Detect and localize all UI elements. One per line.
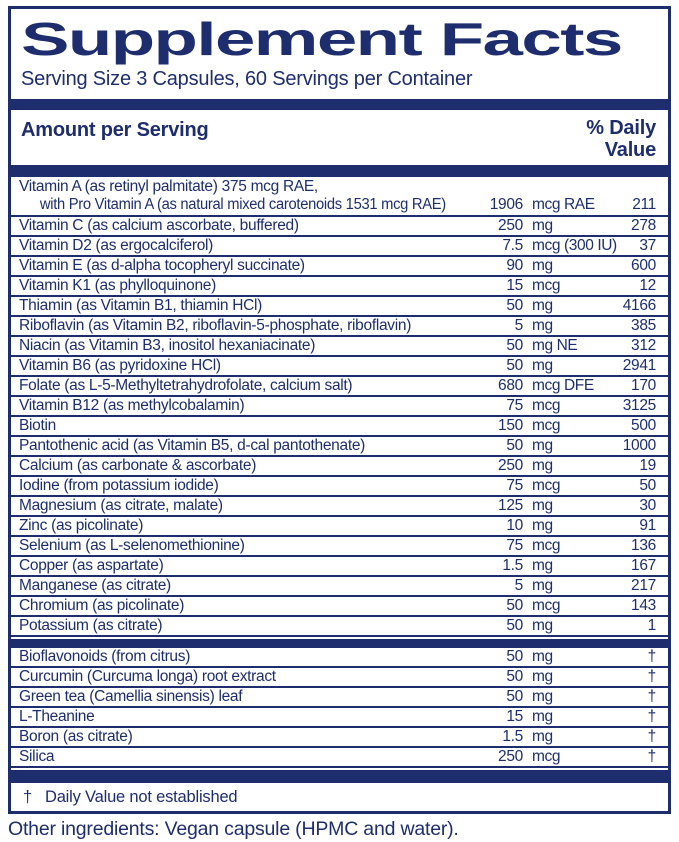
row-label: Green tea (Camellia sinensis) leaf [19,688,243,705]
row-amount: 1906 [489,196,523,213]
table-row [11,686,668,706]
row-daily-value: 37 [639,237,656,254]
dagger-symbol: † [23,788,32,806]
row-label: Niacin (as Vitamin B3, inositol hexaniacinate) [19,337,316,354]
row-unit: mg [532,517,553,534]
row-daily-value: 50 [639,477,656,494]
table-row [11,415,668,435]
row-amount: 75 [506,537,523,554]
row-label: Biotin [19,417,56,434]
footnote [11,783,668,813]
row-amount: 50 [506,688,523,705]
nutrient-table-botanicals [11,648,668,768]
row-label: Folate (as L-5-Methyltetrahydrofolate, calcium salt) [19,377,353,394]
row-label: Magnesium (as citrate, malate) [19,497,223,514]
row-daily-value: 385 [631,317,656,334]
row-unit: mg [532,217,553,234]
row-unit: mg [532,317,553,334]
table-row [11,295,668,315]
row-unit: mg [532,648,553,665]
row-unit: mg [532,708,553,725]
divider-bar-top [11,99,668,110]
table-row [11,666,668,686]
row-daily-value: 312 [631,337,656,354]
divider-bar-bottom [11,770,668,783]
row-amount: 50 [506,597,523,614]
table-row [11,648,668,666]
row-unit: mcg [532,748,561,765]
row-daily-value: † [647,748,656,765]
table-row [11,555,668,575]
row-daily-value: 2941 [622,357,656,374]
table-row [11,177,668,215]
row-label: Curcumin (Curcuma longa) root extract [19,668,276,685]
row-daily-value: 1000 [622,437,656,454]
row-amount: 10 [506,517,523,534]
row-unit: mcg [532,597,561,614]
row-amount: 50 [506,648,523,665]
row-label: Vitamin B12 (as methylcobalamin) [19,397,245,414]
row-label: L-Theanine [19,708,95,725]
row-label-line1: Vitamin A (as retinyl palmitate) 375 mcg RAE, [19,178,318,195]
row-unit: mg [532,497,553,514]
row-daily-value: 600 [631,257,656,274]
row-amount: 1.5 [502,557,523,574]
amount-per-serving-header: Amount per Serving [21,119,209,141]
row-amount: 680 [498,377,523,394]
row-daily-value: 12 [639,277,656,294]
row-label: Copper (as aspartate) [19,557,164,574]
row-unit: mg [532,577,553,594]
row-daily-value: 3125 [622,397,656,414]
row-unit: mcg [532,397,561,414]
row-daily-value: † [647,668,656,685]
row-amount: 50 [506,337,523,354]
row-amount: 50 [506,617,523,634]
row-daily-value: † [647,728,656,745]
row-amount: 50 [506,668,523,685]
row-amount: 150 [498,417,523,434]
label-title: Supplement Facts [21,13,622,65]
section-divider-bar [11,639,668,648]
row-unit: mg [532,357,553,374]
row-label: with Pro Vitamin A (as natural mixed carotenoids 1531 mcg RAE) [39,196,446,213]
row-label: Vitamin K1 (as phylloquinone) [19,277,216,294]
row-unit: mg [532,688,553,705]
row-label: Pantothenic acid (as Vitamin B5, d-cal pantothenate) [19,437,366,454]
table-row [11,575,668,595]
table-row [11,495,668,515]
divider-bar-header [11,165,668,177]
row-daily-value: 278 [631,217,656,234]
row-unit: mg [532,257,553,274]
row-daily-value: 136 [631,537,656,554]
row-daily-value: 217 [631,577,656,594]
table-row [11,275,668,295]
row-label: Manganese (as citrate) [19,577,171,594]
row-daily-value: † [647,648,656,665]
row-daily-value: † [647,708,656,725]
row-amount: 15 [506,708,523,725]
row-unit: mcg [532,477,561,494]
row-amount: 5 [514,577,523,594]
table-row [11,595,668,615]
row-unit: mcg [532,417,561,434]
row-label: Iodine (from potassium iodide) [19,477,219,494]
row-label: Vitamin C (as calcium ascorbate, buffered) [19,217,299,234]
table-row [11,726,668,746]
table-row [11,475,668,495]
row-label: Zinc (as picolinate) [19,517,144,534]
daily-value-header-line1: % Daily [586,117,656,139]
row-label: Boron (as citrate) [19,728,133,745]
row-label: Chromium (as picolinate) [19,597,185,614]
row-amount: 1.5 [502,728,523,745]
table-row [11,435,668,455]
nutrient-table-main [11,177,668,637]
row-amount: 250 [498,748,523,765]
row-unit: mcg DFE [532,377,594,394]
table-row [11,255,668,275]
row-amount: 250 [498,457,523,474]
row-unit: mg [532,728,553,745]
row-daily-value: 91 [639,517,656,534]
row-amount: 90 [506,257,523,274]
supplement-facts-label [8,6,671,814]
row-label: Thiamin (as Vitamin B1, thiamin HCl) [19,297,263,314]
row-unit: mg [532,617,553,634]
table-row [11,215,668,235]
table-row [11,375,668,395]
row-label: Vitamin E (as d-alpha tocopheryl succinate) [19,257,305,274]
footnote-text: Daily Value not established [44,788,238,806]
row-unit: mcg RAE [532,196,595,213]
row-amount: 50 [506,357,523,374]
row-label: Calcium (as carbonate & ascorbate) [19,457,257,474]
row-amount: 50 [506,297,523,314]
row-unit: mg [532,297,553,314]
row-daily-value: 500 [631,417,656,434]
table-row [11,615,668,635]
row-unit: mg [532,557,553,574]
row-amount: 250 [498,217,523,234]
row-unit: mg [532,437,553,454]
row-amount: 50 [506,437,523,454]
row-label: Vitamin D2 (as ergocalciferol) [19,237,214,254]
table-row [11,746,668,766]
row-daily-value: 4166 [622,297,656,314]
row-amount: 5 [514,317,523,334]
row-daily-value: 170 [631,377,656,394]
table-row [11,335,668,355]
daily-value-header [586,117,656,161]
other-ingredients-line: Other ingredients: Vegan capsule (HPMC and water). [8,818,459,840]
daily-value-header-line2: Value [604,139,656,161]
table-row [11,455,668,475]
row-amount: 15 [506,277,523,294]
row-label: Bioflavonoids (from citrus) [19,648,191,665]
row-unit: mcg [532,277,561,294]
table-row [11,395,668,415]
row-daily-value: 30 [639,497,656,514]
row-daily-value: 211 [632,196,656,213]
row-label: Vitamin B6 (as pyridoxine HCl) [19,357,221,374]
row-daily-value: 1 [647,617,656,634]
column-header-row [11,110,668,165]
row-daily-value: 167 [631,557,656,574]
row-label: Potassium (as citrate) [19,617,163,634]
table-row [11,355,668,375]
row-label: Silica [19,748,55,765]
row-daily-value: 19 [639,457,656,474]
table-row [11,515,668,535]
row-unit: mg NE [532,337,578,354]
row-unit: mcg (300 IU) [532,237,617,254]
row-unit: mg [532,457,553,474]
row-amount: 7.5 [502,237,523,254]
row-daily-value: † [647,688,656,705]
row-label: Selenium (as L-selenomethionine) [19,537,245,554]
serving-size-line: Serving Size 3 Capsules, 60 Servings per Container [21,68,473,90]
row-amount: 125 [498,497,523,514]
row-amount: 75 [506,397,523,414]
row-unit: mg [532,668,553,685]
row-amount: 75 [506,477,523,494]
table-row [11,315,668,335]
table-row [11,535,668,555]
row-label: Riboflavin (as Vitamin B2, riboflavin-5-phosphate, riboflavin) [19,317,412,334]
table-row [11,706,668,726]
row-unit: mcg [532,537,561,554]
table-row [11,235,668,255]
row-daily-value: 143 [631,597,656,614]
